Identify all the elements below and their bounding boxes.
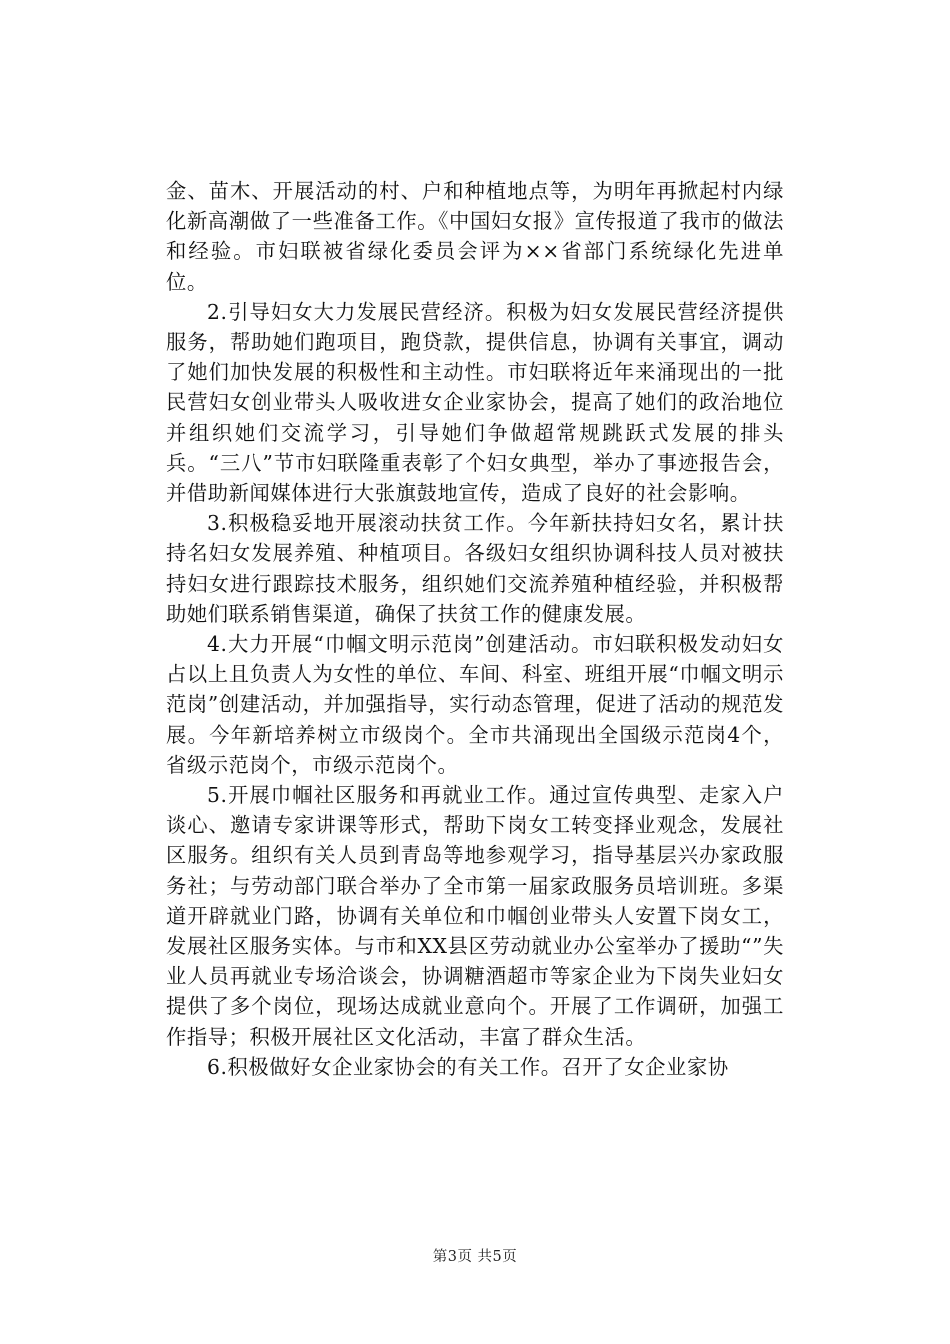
paragraph-item-3: 3.积极稳妥地开展滚动扶贫工作。今年新扶持妇女名，累计扶持名妇女发展养殖、种植项目。各级妇女组织协调科技人员对被扶持妇女进行跟踪技术服务，组织她们交流养殖种植经验，并积极帮助她们联系销售渠道，确保了扶贫工作的健康发展。	[166, 511, 784, 626]
paragraph-item-2: 2.引导妇女大力发展民营经济。积极为妇女发展民营经济提供服务，帮助她们跑项目，跑贷款，提供信息，协调有关事宜，调动了她们加快发展的积极性和主动性。市妇联将近年来涌现出的一批民营妇女创业带头人吸收进女企业家协会，提高了她们的政治地位并组织她们交流学习，引导她们争做超常规跳跃式发展的排头兵。“三八”节市妇联隆重表彰了个妇女典型，举办了事迹报告会，并借助新闻媒体进行大张旗鼓地宣传，造成了良好的社会影响。	[166, 299, 784, 506]
paragraph-item-6: 6.积极做好女企业家协会的有关工作。召开了女企业家协	[207, 1054, 729, 1079]
paragraph-item-4: 4.大力开展“巾帼文明示范岗”创建活动。市妇联积极发动妇女占以上且负责人为女性的单位、车间、科室、班组开展“巾帼文明示范岗”创建活动，并加强指导，实行动态管理，促进了活动的规范发展。今年新培养树立市级岗个。全市共涌现出全国级示范岗4个，省级示范岗个，市级示范岗个。	[166, 632, 784, 777]
document-body	[166, 176, 784, 1082]
paragraph-item-5: 5.开展巾帼社区服务和再就业工作。通过宣传典型、走家入户谈心、邀请专家讲课等形式，帮助下岗女工转变择业观念，发展社区服务。组织有关人员到青岛等地参观学习，指导基层兴办家政服务社；与劳动部门联合举办了全市第一届家政服务员培训班。多渠道开辟就业门路，协调有关单位和巾帼创业带头人安置下岗女工，发展社区服务实体。与市和XX县区劳动就业办公室举办了援助“”失业人员再就业专场洽谈会，协调糖酒超市等家企业为下岗失业妇女提供了多个岗位，现场达成就业意向个。开展了工作调研，加强工作指导；积极开展社区文化活动，丰富了群众生活。	[166, 783, 784, 1049]
page-number-footer: 第3页 共5页	[432, 1249, 518, 1265]
paragraph-continuation: 金、苗木、开展活动的村、户和种植地点等，为明年再掀起村内绿化新高潮做了一些准备工作。《中国妇女报》宣传报道了我市的做法和经验。市妇联被省绿化委员会评为××省部门系统绿化先进单位。	[166, 179, 784, 294]
